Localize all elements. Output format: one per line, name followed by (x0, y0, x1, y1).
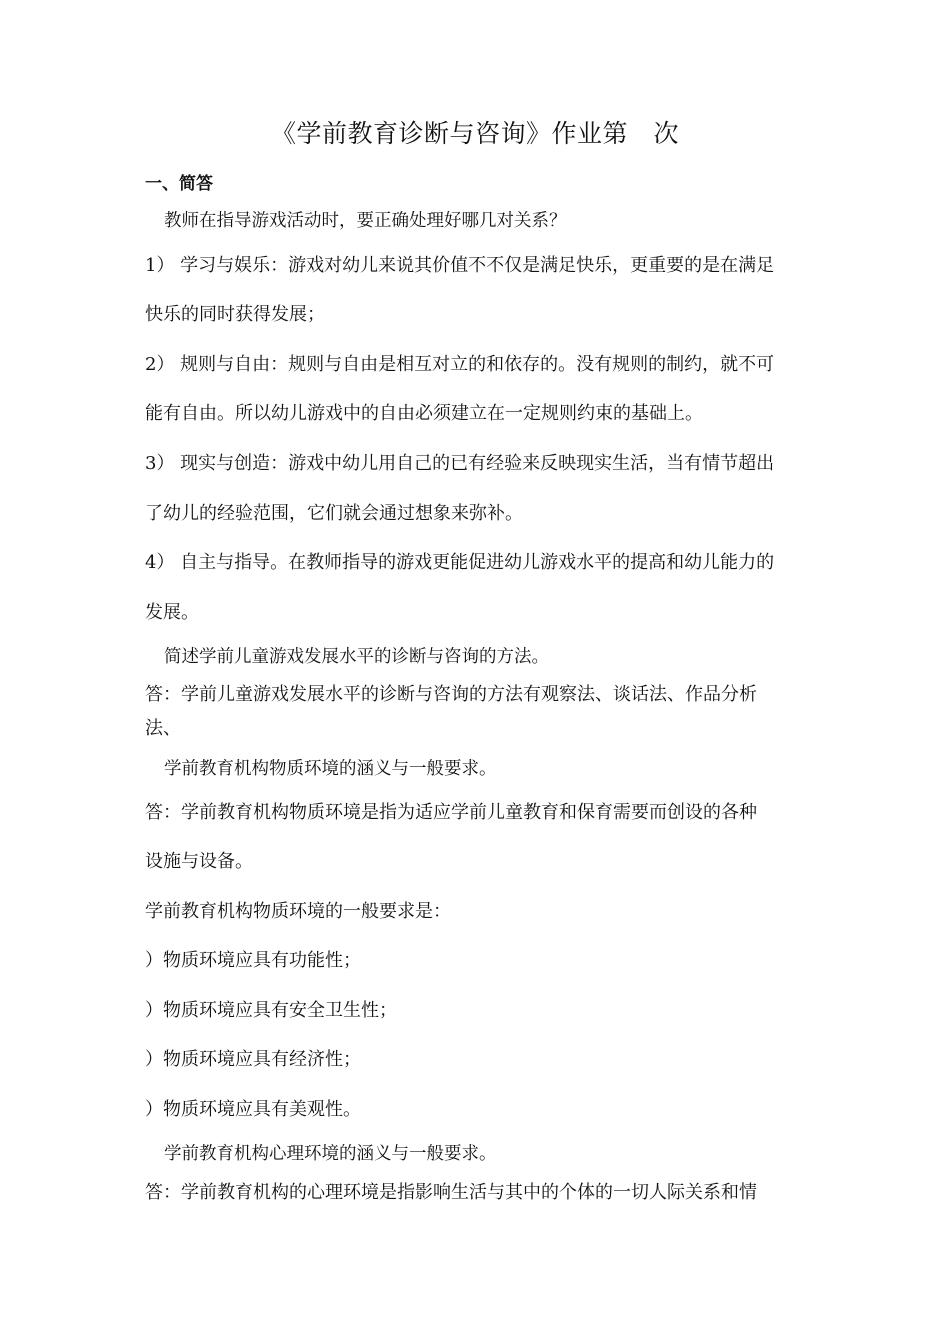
answer-3-line: ）物质环境应具有美观性。 (145, 1099, 361, 1120)
answer-1-line: 4） 自主与指导。在教师指导的游戏更能促进幼儿游戏水平的提高和幼儿能力的 (145, 552, 775, 573)
answer-3-line: 设施与设备。 (145, 851, 253, 872)
answer-3-line: 答：学前教育机构物质环境是指为适应学前儿童教育和保育需要而创设的各种 (145, 802, 757, 823)
answer-1-line: 发展。 (145, 602, 199, 623)
answer-4-line: 答：学前教育机构的心理环境是指影响生活与其中的个体的一切人际关系和情 (145, 1182, 757, 1203)
answer-3-line: ）物质环境应具有功能性； (145, 950, 361, 971)
answer-2-line: 答：学前儿童游戏发展水平的诊断与咨询的方法有观察法、谈话法、作品分析 (145, 684, 757, 705)
section-heading: 一、简答 (145, 174, 213, 194)
answer-3-line: ）物质环境应具有安全卫生性； (145, 1000, 397, 1021)
document-title: 《学前教育诊断与咨询》作业第 次 (270, 119, 679, 148)
answer-1-line: 3） 现实与创造：游戏中幼儿用自己的已有经验来反映现实生活，当有情节超出 (145, 453, 775, 474)
answer-3-line: ）物质环境应具有经济性； (145, 1049, 361, 1070)
question-1: 教师在指导游戏活动时，要正确处理好哪几对关系？ (164, 211, 567, 231)
question-4: 学前教育机构心理环境的涵义与一般要求。 (164, 1144, 497, 1164)
answer-3-line: 学前教育机构物质环境的一般要求是： (145, 901, 451, 922)
answer-1-line: 能有自由。所以幼儿游戏中的自由必须建立在一定规则约束的基础上。 (145, 403, 703, 424)
answer-1-line: 快乐的同时获得发展； (145, 304, 325, 325)
question-2: 简述学前儿童游戏发展水平的诊断与咨询的方法。 (164, 647, 549, 667)
answer-1-line: 2） 规则与自由：规则与自由是相互对立的和依存的。没有规则的制约，就不可 (145, 354, 775, 375)
answer-1-line: 了幼儿的经验范围，它们就会通过想象来弥补。 (145, 503, 523, 524)
question-3: 学前教育机构物质环境的涵义与一般要求。 (164, 759, 497, 779)
answer-1-line: 1） 学习与娱乐：游戏对幼儿来说其价值不不仅是满足快乐，更重要的是在满足 (145, 255, 775, 276)
answer-2-line: 法、 (145, 718, 181, 739)
